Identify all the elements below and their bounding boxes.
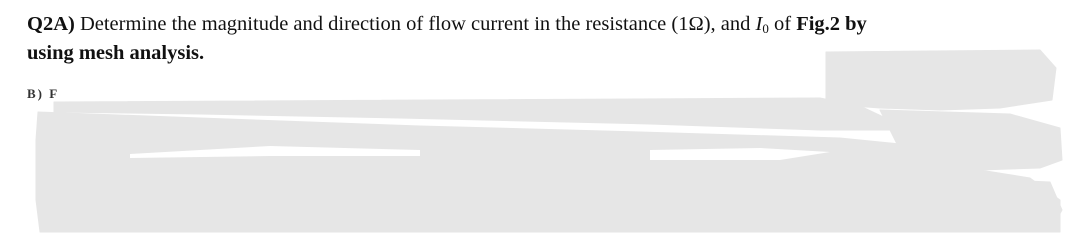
question-line-2: using mesh analysis.: [27, 42, 205, 64]
question-text-part1: Determine the magnitude and direction of flow current in the resistance (1: [74, 13, 689, 35]
part-b-fragment: B) F: [27, 86, 60, 101]
question-text-part2: ), and: [703, 13, 756, 35]
ohm-symbol: Ω: [688, 13, 704, 35]
redaction-mark-bottom-right: [960, 178, 1062, 232]
figure-reference: Fig.2: [796, 13, 841, 35]
current-symbol: $I_0$: [755, 13, 769, 36]
question-text-part4: by: [840, 13, 867, 35]
redaction-mark-top-right: [826, 50, 1056, 110]
question-text-part3: of: [768, 13, 797, 35]
current-subscript: 0: [762, 21, 769, 36]
question-label: Q2A): [27, 13, 75, 35]
